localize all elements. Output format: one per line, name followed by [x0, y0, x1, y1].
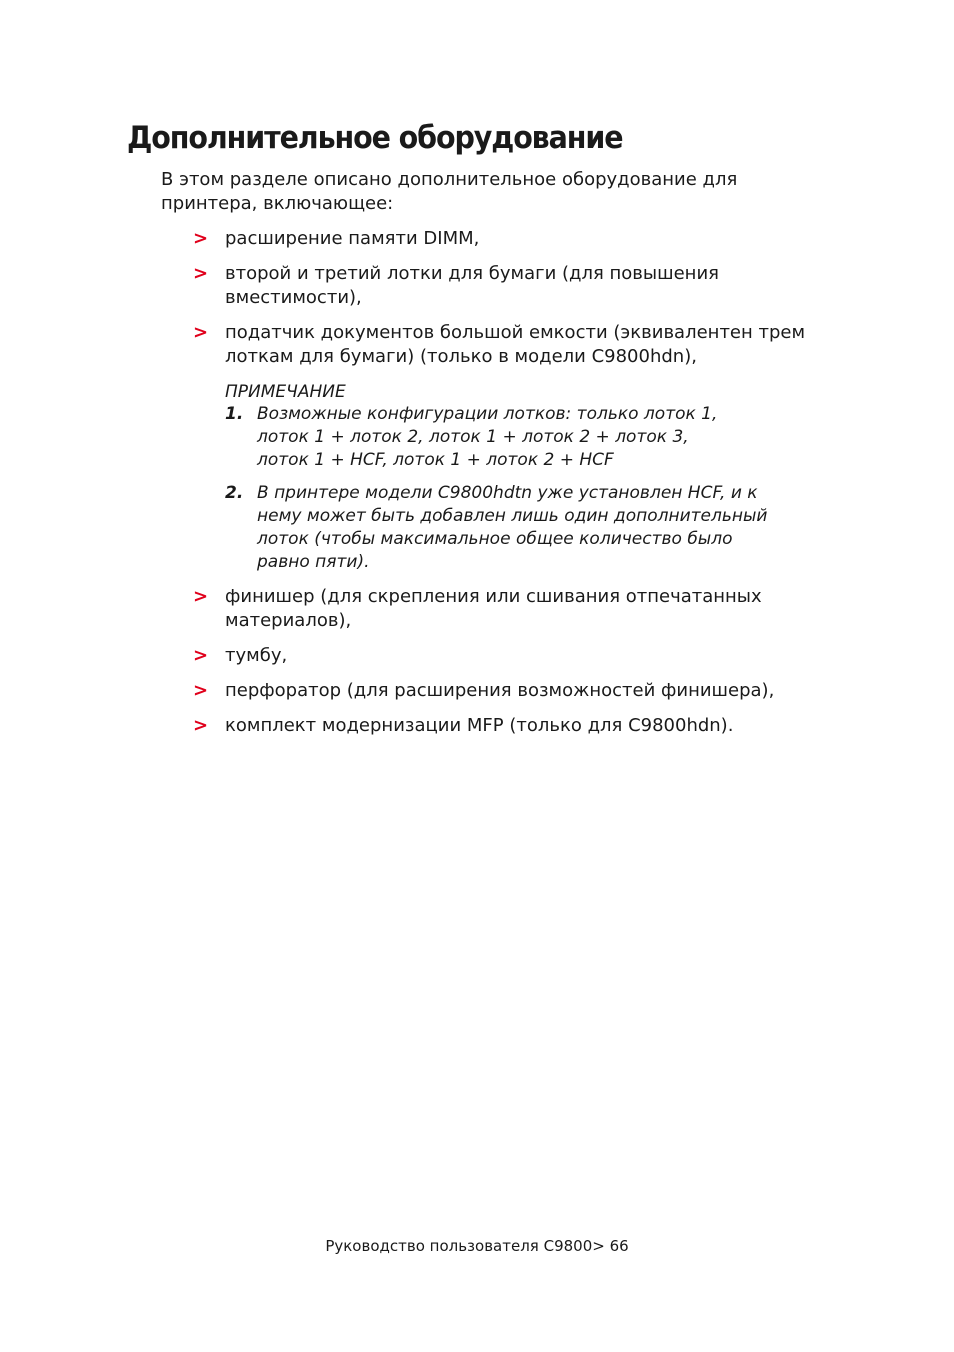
page-footer: Руководство пользователя C9800> 66	[325, 1237, 629, 1255]
note-line: Возможные конфигурации лотков: только лоток 1,	[257, 404, 718, 424]
red-arrow-bullet-icon: >	[193, 263, 209, 284]
note-item-number: 2.	[225, 483, 244, 503]
note-item-text	[257, 482, 807, 574]
note-line: нему может быть добавлен лишь один дополнительный	[257, 506, 768, 526]
red-arrow-bullet-icon: >	[193, 645, 209, 666]
note-item-text	[257, 403, 807, 472]
red-arrow-bullet-icon: >	[193, 586, 209, 607]
list-item-text: второй и третий лотки для бумаги (для повышения вместимости),	[225, 263, 719, 308]
note-item-number: 1.	[225, 404, 244, 424]
note-line: лоток 1 + лоток 2, лоток 1 + лоток 2 + лоток 3,	[257, 427, 689, 447]
red-arrow-bullet-icon: >	[193, 228, 209, 249]
red-arrow-bullet-icon: >	[193, 715, 209, 736]
red-arrow-bullet-icon: >	[193, 322, 209, 343]
page-title: Дополнительное оборудование	[127, 120, 623, 156]
note-line: лоток 1 + HCF, лоток 1 + лоток 2 + HCF	[257, 450, 614, 470]
list-item-text: податчик документов большой емкости (эквивалентен трем лоткам для бумаги) (только в модели C9800hdn),	[225, 322, 806, 367]
list-item-text: финишер (для скрепления или сшивания отпечатанных материалов),	[225, 586, 762, 631]
note-line: В принтере модели C9800hdtn уже установлен HCF, и к	[257, 483, 758, 503]
list-item-text: перфоратор (для расширения возможностей финишера),	[225, 680, 775, 701]
note-line: лоток (чтобы максимальное общее количество было	[257, 529, 733, 549]
list-item-text: расширение памяти DIMM,	[225, 228, 480, 249]
note-line: равно пяти).	[257, 552, 370, 572]
list-item-text: комплект модернизации MFP (только для C9800hdn).	[225, 715, 734, 736]
intro-paragraph: В этом разделе описано дополнительное оборудование для принтера, включающее:	[161, 169, 738, 214]
note-title: ПРИМЕЧАНИЕ	[225, 382, 346, 402]
red-arrow-bullet-icon: >	[193, 680, 209, 701]
list-item-text: тумбу,	[225, 645, 288, 666]
